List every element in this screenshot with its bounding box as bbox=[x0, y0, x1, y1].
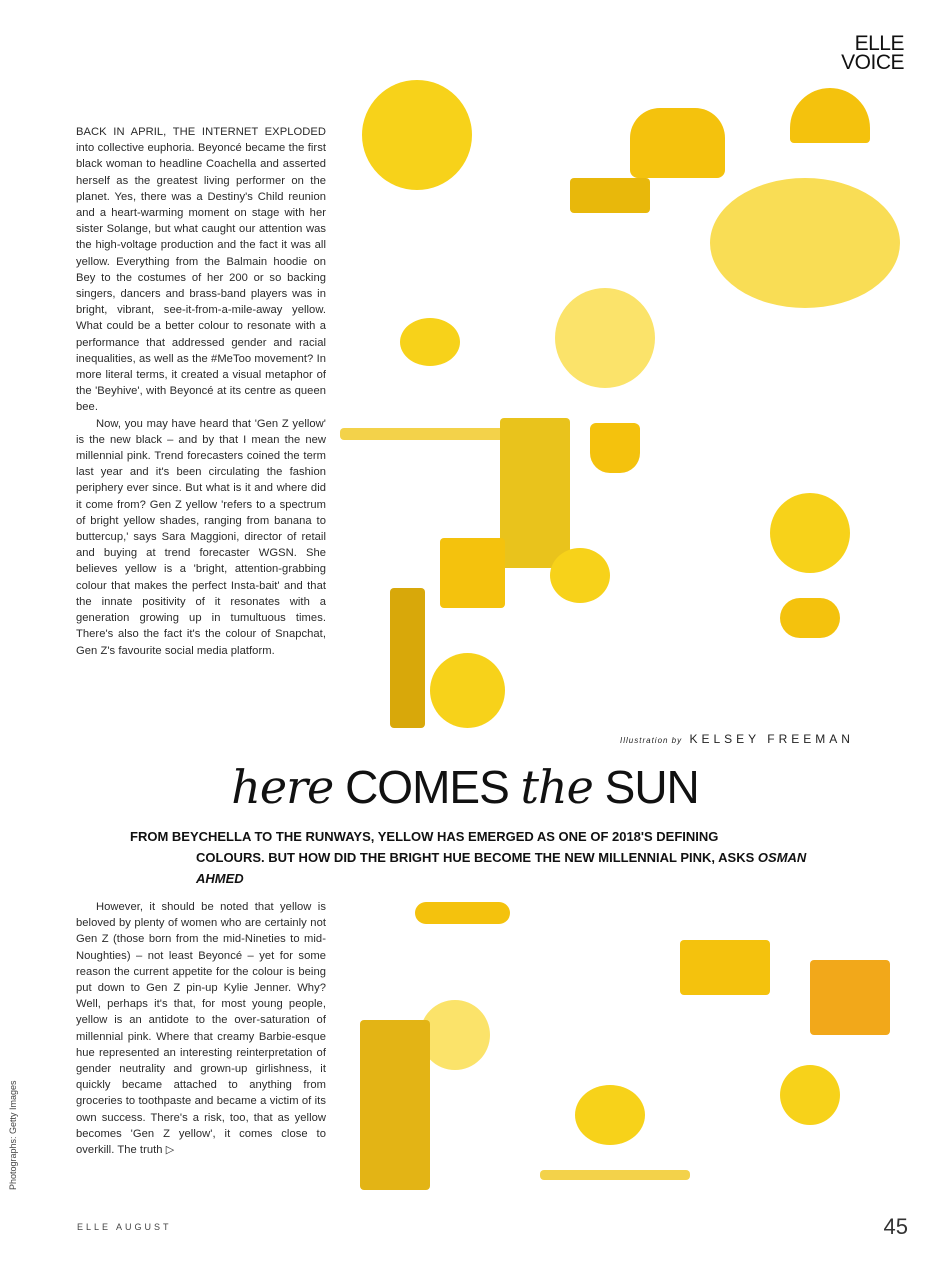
continue-arrow-icon: ▷ bbox=[165, 1144, 175, 1157]
tape-measure-icon bbox=[340, 428, 510, 440]
illustration-credit bbox=[620, 732, 854, 746]
photo-credit: Photographs: Getty Images bbox=[8, 1080, 18, 1190]
author-name: OSMAN AHMED bbox=[196, 850, 807, 886]
elle-voice-logo bbox=[841, 34, 904, 72]
pineapple-ring-icon bbox=[420, 1000, 490, 1070]
yellow-collage-illustration-bottom bbox=[340, 880, 910, 1205]
paragraph-text: However, it should be noted that yellow is beloved by plenty of women who are certainly not Gen Z (those born from the mid-Nineties to mid-Noughties) – not least Beyoncé – yet for some reason the current appetite for the colour is being put down to Gen Z pin-up Kylie Jenner. Why? Well, perhaps it's that, for most young people, yellow is an antidote to the over-saturation of millennial pink. Where that creamy Barbie-esque hue represented an interesting reinterpretation of gender neutrality and grown-up girlishness, it quickly became attached to anything from groceries to toothpaste and became a victim of its own success. There's a risk, too, that as yellow becomes 'Gen Z yellow', it comes close to overkill. The truth bbox=[76, 901, 326, 1157]
yellow-collage-illustration-top bbox=[340, 78, 910, 728]
headline bbox=[0, 760, 930, 814]
headline-word: here bbox=[231, 760, 334, 814]
telephone-icon bbox=[780, 598, 840, 638]
logo-line2: VOICE bbox=[841, 51, 904, 74]
logo-line1: ELLE bbox=[854, 32, 904, 55]
yellow-suit-figure-icon bbox=[360, 1020, 430, 1190]
mug-icon bbox=[590, 423, 640, 473]
article-column-1 bbox=[76, 124, 326, 659]
smiley-icon bbox=[362, 80, 472, 190]
corn-icon bbox=[415, 902, 510, 924]
lemon-icon bbox=[400, 318, 460, 366]
daffodil-icon bbox=[770, 493, 850, 573]
tape-measure-icon bbox=[540, 1170, 690, 1180]
standfirst-line: COLOURS. BUT HOW DID THE BRIGHT HUE BECOME THE NEW MILLENNIAL PINK, ASKS bbox=[196, 850, 755, 865]
headline-word: SUN bbox=[604, 761, 699, 813]
lily-flower-icon bbox=[575, 1085, 645, 1145]
paragraph bbox=[76, 899, 326, 1158]
taxi-icon bbox=[570, 178, 650, 213]
yellow-gown-icon bbox=[710, 178, 900, 308]
hoodie-figure-icon bbox=[500, 418, 570, 568]
rubber-duck-icon bbox=[550, 548, 610, 603]
lego-brick-icon bbox=[680, 940, 770, 995]
credit-name: KELSEY FREEMAN bbox=[689, 732, 854, 746]
handbag-icon bbox=[440, 538, 505, 608]
page-number: 45 bbox=[883, 1214, 908, 1239]
credit-prefix: Illustration by bbox=[620, 736, 683, 745]
standfirst-line: FROM BEYCHELLA TO THE RUNWAYS, YELLOW HAS EMERGED AS ONE OF 2018'S DEFINING bbox=[130, 829, 719, 844]
yellow-suit-figure-icon bbox=[390, 588, 425, 728]
platform-shoe-icon bbox=[630, 108, 725, 178]
paragraph: BACK IN APRIL, THE INTERNET EXPLODED into collective euphoria. Beyoncé became the first black woman to headline Coachella and asserted herself as the greatest living performer on the planet. Yes, there was a Destiny's Child reunion and a heart-warming moment on stage with her sister Solange, but what caught our attention was the high-voltage production and the fact it was all yellow. Everything from the Balmain hoodie on Bey to the costumes of her 200 or so backing singers, dancers and brass-band players was in bright, vibrant, see-it-from-a-mile-away yellow. What could be a better colour to resonate with a performance that addressed gender and racial inequalities, as well as the #MeToo movement? In more literal terms, it created a visual metaphor of the 'Beyhive', with Beyoncé at its centre as queen bee. bbox=[76, 126, 326, 414]
flower-icon bbox=[430, 653, 505, 728]
lemon-slice-icon bbox=[555, 288, 655, 388]
article-column-2 bbox=[76, 899, 326, 1158]
round-fruit-icon bbox=[780, 1065, 840, 1125]
footer-magazine: ELLE AUGUST bbox=[77, 1222, 172, 1232]
shopping-bag-icon bbox=[810, 960, 890, 1035]
headline-word: the bbox=[520, 760, 593, 814]
paragraph: Now, you may have heard that 'Gen Z yellow' is the new black – and by that I mean the new millennial pink. Trend forecasters coined the term last year and it's been circulating the fashion periphery ever since. But what is it and where did it come from? Gen Z yellow 'refers to a spectrum of bright yellow shades, ranging from banana to buttercup,' says Sara Maggioni, director of retail and buying at trend forecaster WGSN. She believes yellow is a 'bright, attention-grabbing colour that makes the perfect Insta-bait' and that the innate positivity of it resonates with a generation growing up in tumultuous times. There's also the fact it's the colour of Snapchat, Gen Z's favourite social media platform. bbox=[76, 417, 326, 657]
headline-word: COMES bbox=[345, 761, 509, 813]
hard-hat-icon bbox=[790, 88, 870, 143]
